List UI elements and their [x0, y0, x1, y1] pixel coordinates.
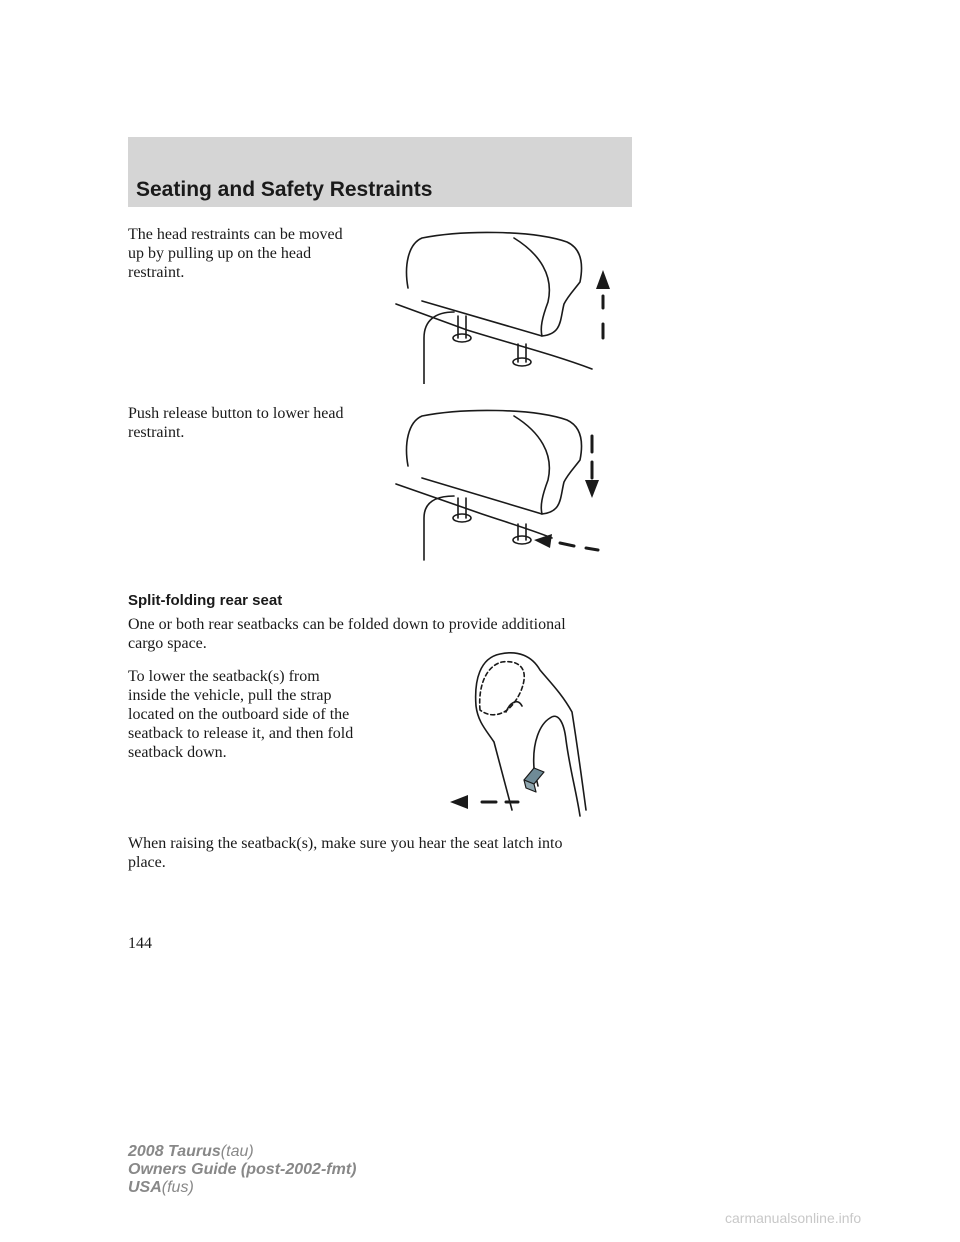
fold-steps-line: inside the vehicle, pull the strap — [128, 687, 332, 704]
page-number: 144 — [128, 935, 152, 952]
lower-instruction — [128, 404, 344, 442]
raise-instruction — [128, 225, 343, 282]
footer-guide-line — [128, 1161, 356, 1179]
footer-market-line — [128, 1179, 356, 1197]
raise-instruction-line: The head restraints can be moved — [128, 226, 343, 243]
site-watermark: carmanualsonline.info — [725, 1210, 862, 1226]
fold-intro-line: One or both rear seatbacks can be folded down to provide additional — [128, 616, 566, 633]
raise-seatback-line: place. — [128, 854, 166, 871]
footer-model-code: (tau) — [220, 1143, 254, 1160]
lower-instruction-line: Push release button to lower head — [128, 405, 344, 422]
section-title: Seating and Safety Restraints — [136, 178, 433, 201]
footer-market: USA — [128, 1179, 162, 1196]
footer-guide: Owners Guide (post-2002-fmt) — [128, 1161, 357, 1178]
fold-intro-paragraph — [128, 615, 566, 653]
footer-model-line — [128, 1143, 356, 1161]
seatback-strap-pull-icon — [440, 650, 590, 820]
head-restraint-up-arrow-icon — [392, 226, 624, 384]
fold-intro-line: cargo space. — [128, 635, 207, 652]
fold-steps-line: To lower the seatback(s) from — [128, 668, 320, 685]
raise-instruction-line: up by pulling up on the head — [128, 245, 312, 262]
fold-steps-line: seatback down. — [128, 744, 227, 761]
fold-steps-paragraph — [128, 667, 353, 762]
document-footer — [128, 1143, 356, 1197]
lower-instruction-line: restraint. — [128, 424, 185, 441]
head-restraint-release-button-icon — [392, 406, 610, 562]
raise-instruction-line: restraint. — [128, 264, 185, 281]
footer-model: 2008 Taurus — [128, 1143, 221, 1160]
raise-seatback-line: When raising the seatback(s), make sure you hear the seat latch into — [128, 835, 563, 852]
raise-seatback-paragraph — [128, 834, 563, 872]
footer-market-code: (fus) — [161, 1179, 194, 1196]
fold-section-heading: Split-folding rear seat — [128, 592, 283, 609]
fold-steps-line: located on the outboard side of the — [128, 706, 350, 723]
fold-steps-line: seatback to release it, and then fold — [128, 725, 354, 742]
